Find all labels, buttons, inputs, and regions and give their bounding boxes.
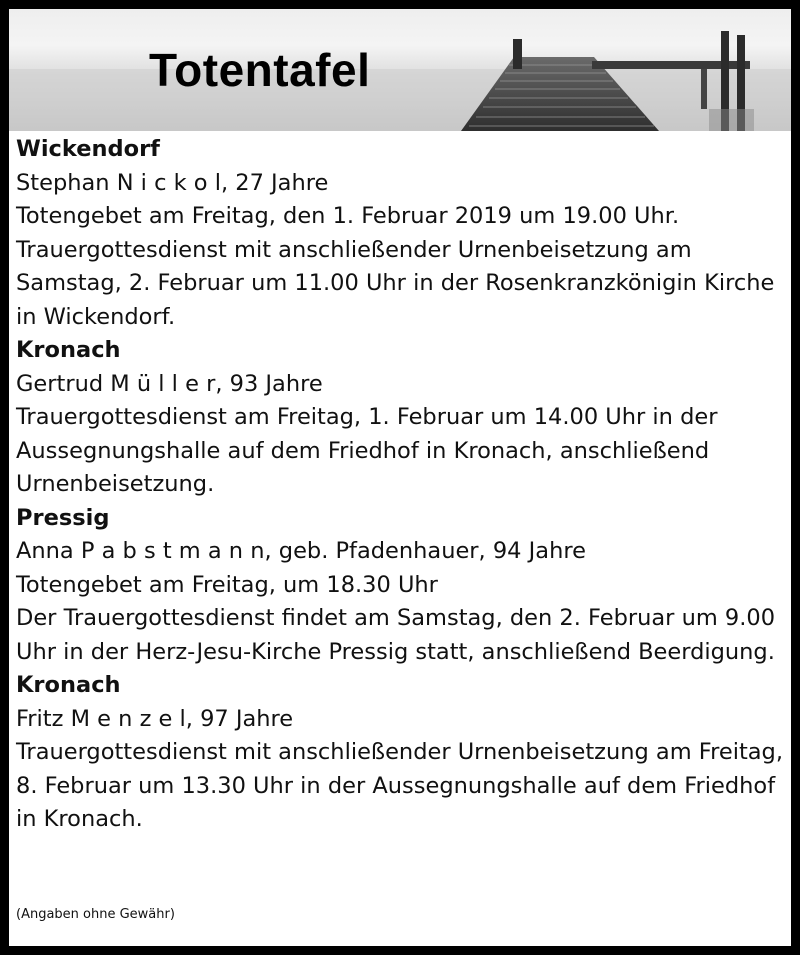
entry-name: Anna P a b s t m a n n, geb. Pfadenhauer, 94 Jahre <box>16 538 586 564</box>
entry-place: Kronach <box>16 672 121 698</box>
entry-detail: Der Trauergottesdienst findet am Samstag, den 2. Februar um 9.00 Uhr in der Herz-Jesu-Kirche Pressig statt, anschließend Beerdigung. <box>16 605 776 665</box>
entry-detail: Trauergottesdienst am Freitag, 1. Februar um 14.00 Uhr in der Aussegnungshalle auf dem Friedhof in Kronach, anschließend Urnenbeisetzung. <box>16 404 718 497</box>
disclaimer: (Angaben ohne Gewähr) <box>16 907 175 922</box>
entry-detail: Trauergottesdienst mit anschließender Urnenbeisetzung am Freitag, 8. Februar um 13.30 Uhr in der Aussegnungshalle auf dem Friedhof in Kronach. <box>16 739 783 832</box>
entry-place: Kronach <box>16 337 121 363</box>
entry-name: Stephan N i c k o l, 27 Jahre <box>16 169 329 196</box>
entry-place: Pressig <box>16 504 110 531</box>
header-banner <box>9 9 791 131</box>
obituary-list <box>16 133 786 837</box>
entry-detail: Totengebet am Freitag, um 18.30 Uhr <box>16 571 438 598</box>
entry-place: Wickendorf <box>16 136 160 162</box>
obituary-entry <box>16 669 786 837</box>
obituary-entry <box>16 133 786 334</box>
obituary-entry <box>16 502 786 670</box>
entry-detail: Trauergottesdienst mit anschließender Urnenbeisetzung am Samstag, 2. Februar um 11.00 Uhr in der Rosenkranzkönigin Kirche in Wickendorf. <box>16 236 775 330</box>
page-title: Totentafel <box>149 44 371 96</box>
entry-name: Fritz M e n z e l, 97 Jahre <box>16 705 294 732</box>
obituary-entry <box>16 334 786 502</box>
pier-photo <box>9 9 791 131</box>
entry-name: Gertrud M ü l l e r, 93 Jahre <box>16 370 323 397</box>
entry-detail: Totengebet am Freitag, den 1. Februar 2019 um 19.00 Uhr. <box>16 203 680 229</box>
